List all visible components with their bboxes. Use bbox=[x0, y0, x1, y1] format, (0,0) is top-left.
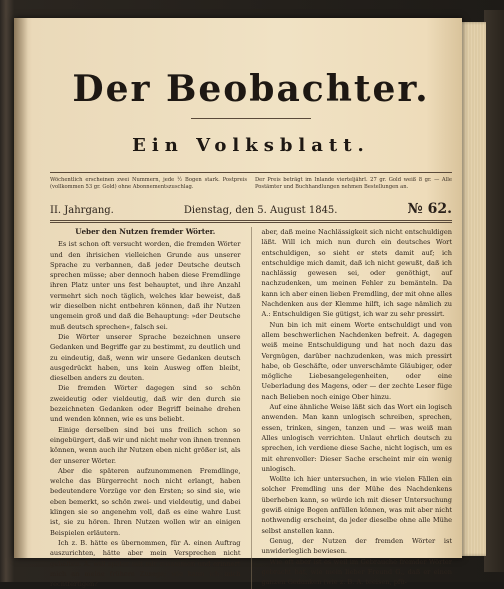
notice-left: Wöchentlich erscheinen zwei Nummern, jede ½ Bogen stark. Postpreis (vollkommen 53 gr. Gold) ohne Abonnementszuschlag. bbox=[50, 177, 247, 190]
column-separator bbox=[251, 227, 252, 589]
paragraph: Die fremden Wörter dagegen sind so schön zweideutig oder vieldeutig, daß wir den durch sie bezeichneten Gedanken oder Begriff beinahe drehen und wenden können, wie es uns beliebt. bbox=[50, 384, 241, 424]
paragraph: Einige derselben sind bei uns freilich schon so eingebürgert, daß wir und nicht mehr von ihnen trennen können, wenn auch ihr Nutzen eben nicht größer ist, als der unserer Wörter. bbox=[50, 425, 241, 465]
page-content bbox=[50, 26, 452, 589]
paragraph: Es ist schon oft versucht worden, die fremden Wörter und den ihrisichen vielleichen Grunde aus unserer Sprache zu verbannen, daß jeder Deutsche deutsch sprechen müsse; aber dennoch haben diese Fremdlinge ihren Platz unter uns fest behauptet, und ihre Anzahl vermehrt sich noch täglich, welches klar beweist, daß wir dieselben nicht entbehren können, daß ihr Nutzen ungemein groß und daß die Behauptung: »der Deutsche muß deutsch sprechen«, falsch sei. bbox=[50, 240, 241, 331]
issue-line bbox=[50, 201, 452, 220]
paragraph: Wie oft aber ist es weil im Gebrauche fremder Wörter gebracht hat, wie mein lieber Freund G., daß er einen ganzen Gedanken (wie z. B. A. teeisen, pfü- bbox=[261, 557, 452, 587]
notice-rule-top bbox=[50, 172, 452, 173]
paragraph: Aber die späteren aufzunommenen Fremdlinge, welche das Bürgerrecht noch nicht erlangt, haben bedeutendere Vorzüge vor den Ersten; so sind sie, wie eben bemerkt, so schön zwei- und vieldeutig, und dabei klingen sie so angenehm voll, daß es eine wahre Lust ist, sie zu hören. Ihren Nutzen wollen wir an einigen Beispielen erläutern. bbox=[50, 466, 241, 537]
paragraph: Ich z. B. hätte es übernommen, für A. einen Auftrag auszurichten, hätte aber mein Versprechen nicht gehalten. A. will später mit mir zusammen und erinnert mich an meine frühere Zusage; wie kann ich mich rechtfertigen? bbox=[50, 538, 241, 589]
issue-rule bbox=[50, 220, 452, 223]
book-cover-edge bbox=[484, 10, 504, 572]
notice-right: Der Preis beträgt im Inlande vierteljährl. 27 gr. Gold weiß 8 gr. — Alle Postämter und Buchhandlungen nehmen Bestellungen an. bbox=[255, 177, 452, 190]
article-column-left bbox=[50, 227, 241, 589]
issue-date: Dienstag, den 5. August 1845. bbox=[183, 205, 338, 216]
paragraph: Die Wörter unserer Sprache bezeichnen unsere Gedanken und Begriffe gar zu bestimmt, zu deutlich und zu eindeutig, daß, wenn wir unsere Gedanken deutsch ausgedrückt haben, uns kein Ausweg offen bleibt, dieselben anders zu deuten. bbox=[50, 332, 241, 383]
paragraph: Nun bin ich mit einem Worte entschuldigt und von allem beschwerlichen Nachdenken befreit. A. dagegen weiß meine Entschuldigung und hat noch dazu das Vergnügen, darüber nachzudenken, was mich pressirt habe, ob Geschäfte, oder unverschämte Gläubiger, oder mögliche Liebesangelegenheiten, oder eine Ueberladung des Magens, oder — der zechte Leser füge nach Belieben noch einige Ober hinzu. bbox=[261, 320, 452, 401]
masthead-rule bbox=[191, 118, 311, 119]
page-edges bbox=[458, 22, 486, 556]
article-columns bbox=[50, 227, 452, 589]
article-column-right bbox=[262, 227, 453, 589]
article-heading: Ueber den Nutzen fremder Wörter. bbox=[75, 227, 216, 236]
subscription-notice bbox=[50, 177, 452, 191]
masthead-subtitle: Ein Volksblatt. bbox=[132, 135, 370, 156]
issue-number: № 62. bbox=[407, 201, 452, 217]
paragraph: aber, daß meine Nachlässigkeit sich nicht entschuldigen läßt. Will ich mich nun durch ein deutsches Wort entschuldigen, so sieht er stets damit auf; ich entschuldige mich damit, daß ich nicht gewußt, daß ich nachlässig gewesen sei, oder genöthigt, auf nachzudenken, um meinen Fehler zu bemänteln. Da kann ich aber einen lieben Fremdling, der mit ohne alles Nachdenken aus der Klemme hilft, ich sage nämlich zu A.: Entschuldigen Sie gütigst, ich war zu sehr pressirt. bbox=[261, 228, 452, 319]
paragraph: Wollte ich hier untersuchen, in wie vielen Fällen ein solcher Fremdling uns der Mühe des Nachdenkens überheben kann, so würde ich mit dieser Untersuchung gewiß einige Bogen anfüllen können, was mit aber nicht nothwendig erscheint, da jeder dieselbe ohne alle Mühe selbst anstellen kann. bbox=[261, 475, 452, 535]
newspaper-page bbox=[14, 18, 462, 589]
paragraph: Auf eine ähnliche Weise läßt sich das Wort ein logisch anwenden. Man kann unlogisch schreiben, sprechen, essen, trinken, singen, tanzen und — was weiß man Alles unlogisch verrichten. Unlaut ehrlich deutsch zu sprechen, ich verdiene diese Sache, nicht logisch, um es mit ehrenvoller: Dieser Sache erscheint mir ein wenig unlogisch. bbox=[261, 403, 452, 473]
paragraph: Genug, der Nutzen der fremden Wörter ist unwiderleglich bewiesen. bbox=[261, 536, 452, 556]
masthead-title: Der Beobachter. bbox=[72, 68, 430, 110]
issue-year: II. Jahrgang. bbox=[50, 205, 114, 216]
